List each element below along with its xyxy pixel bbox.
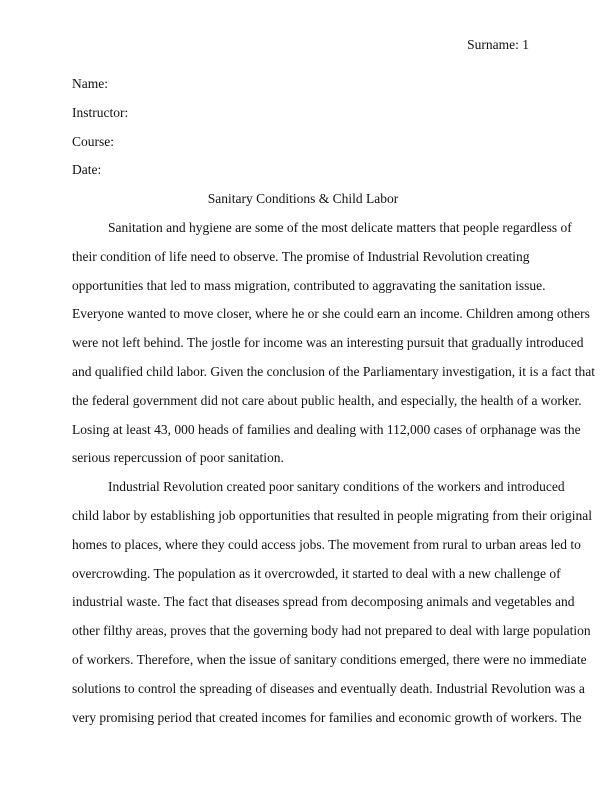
paragraph-line: very promising period that created incomes for families and economic growth of workers. The	[72, 709, 582, 725]
essay-title: Sanitary Conditions & Child Labor	[207, 191, 399, 207]
paragraph-1	[72, 214, 595, 473]
paragraph-line: their condition of life need to observe. The promise of Industrial Revolution creating	[72, 248, 530, 264]
name-line: Name:	[72, 76, 108, 91]
paragraph-line: the federal government did not care about public health, and especially, the health of a worker.	[72, 392, 582, 408]
paragraph-line: Sanitation and hygiene are some of the most delicate matters that people regardless of	[108, 219, 572, 235]
paragraph-line: serious repercussion of poor sanitation.	[72, 450, 284, 466]
paragraph-line: child labor by establishing job opportunities that resulted in people migrating from their original	[72, 507, 593, 523]
paragraph-line: industrial waste. The fact that diseases spread from decomposing animals and vegetables and	[72, 594, 575, 610]
course-line: Course:	[72, 133, 114, 149]
date-line: Date:	[72, 162, 102, 178]
paragraph-line: homes to places, where they could access jobs. The movement from rural to urban areas led to	[72, 536, 581, 552]
paragraph-2	[72, 473, 593, 732]
instructor-line: Instructor:	[72, 104, 129, 120]
paragraph-line: Industrial Revolution created poor sanitary conditions of the workers and introduced	[108, 479, 565, 495]
paragraph-line: Everyone wanted to move closer, where he or she could earn an income. Children among others	[72, 306, 590, 322]
running-head: Surname: 1	[467, 37, 529, 52]
paragraph-line: solutions to control the spreading of diseases and eventually death. Industrial Revolution was a	[72, 680, 585, 696]
document-body	[72, 70, 595, 732]
paragraph-line: Losing at least 43, 000 heads of families and dealing with 112,000 cases of orphanage was the	[72, 421, 581, 437]
paragraph-line: other filthy areas, proves that the governing body had not prepared to deal with large population	[72, 623, 591, 639]
paragraph-line: of workers. Therefore, when the issue of sanitary conditions emerged, there were no immediate	[72, 651, 587, 667]
paragraph-line: were not left behind. The jostle for income was an interesting pursuit that gradually introduced	[72, 335, 584, 351]
paragraph-line: opportunities that led to mass migration, contributed to aggravating the sanitation issue.	[72, 277, 546, 293]
paragraph-line: and qualified child labor. Given the conclusion of the Parliamentary investigation, it is a fact that	[72, 363, 595, 379]
paragraph-line: overcrowding. The population as it overcrowded, it started to deal with a new challenge of	[72, 565, 561, 581]
